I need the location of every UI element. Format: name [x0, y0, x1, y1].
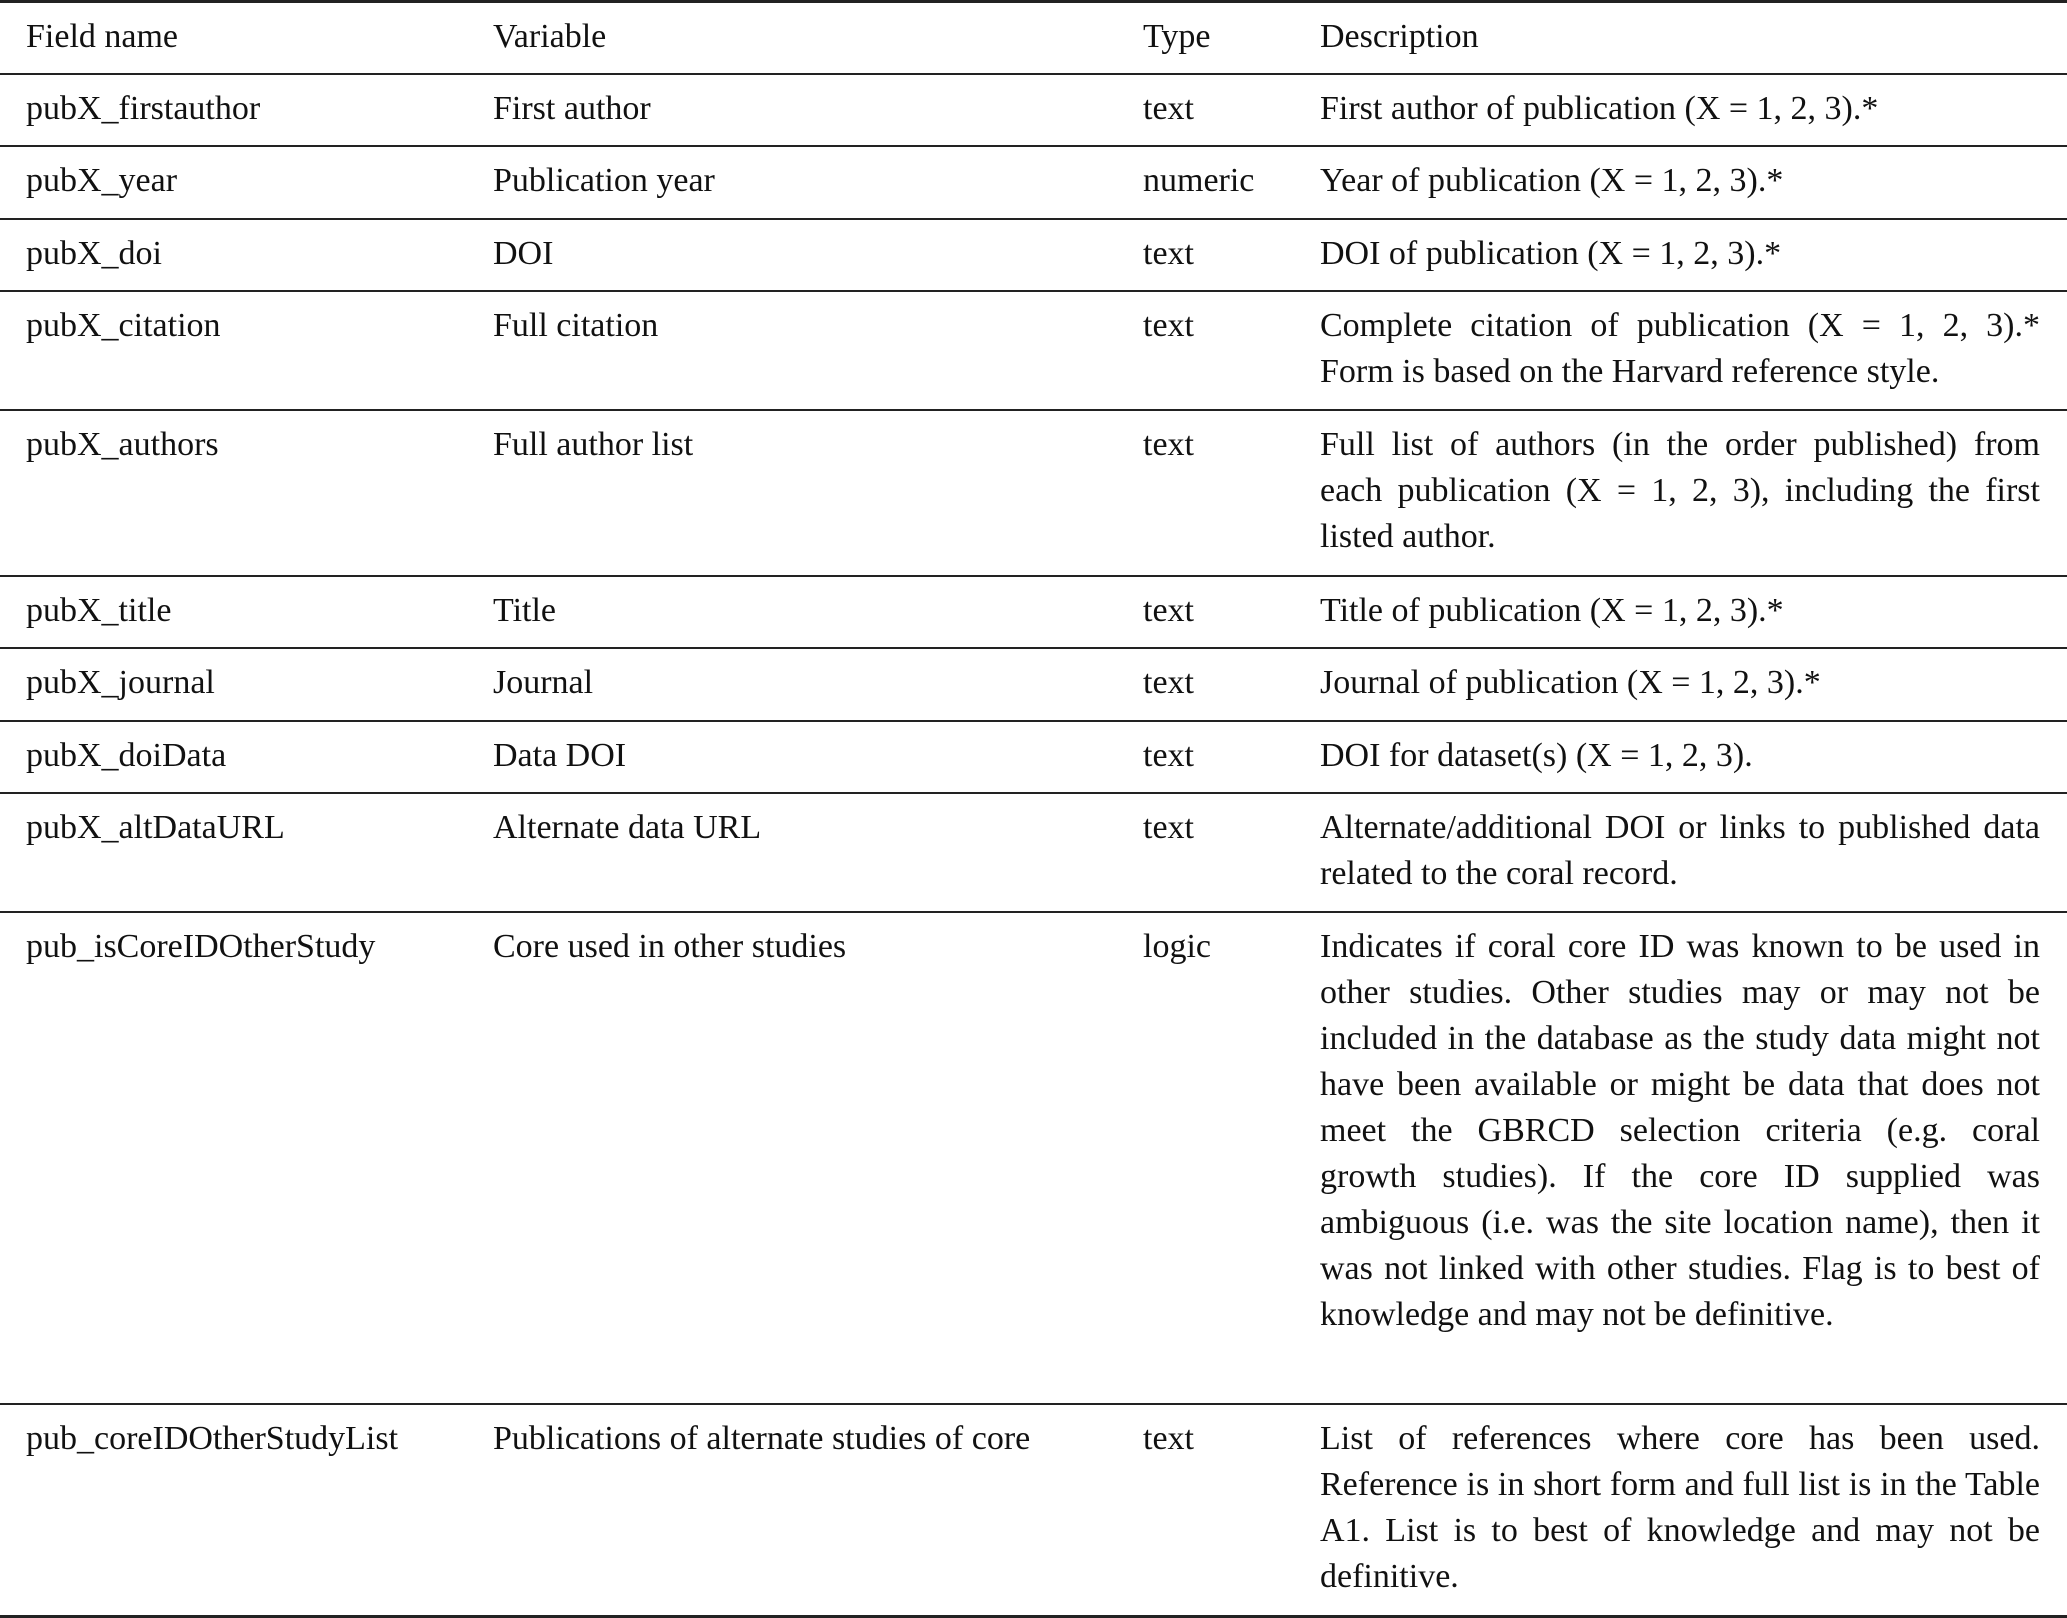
description-cell: Title of publication (X = 1, 2, 3).* — [1320, 592, 1784, 629]
variable-cell: Full author list — [493, 426, 694, 463]
column-header-type: Type — [1143, 18, 1211, 55]
table-header-row — [0, 0, 2067, 73]
description-cell: Complete citation of publication (X = 1, 2, 3).* Form is based on the Harvard reference style. — [1320, 307, 2040, 390]
field-name-cell: pubX_citation — [26, 307, 221, 344]
variable-cell: Core used in other studies — [493, 928, 847, 965]
column-header-variable: Variable — [493, 18, 607, 55]
table-row — [0, 409, 2067, 575]
description-cell: Indicates if coral core ID was known to be used in other studies. Other studies may or may not be included in the database as the study data might not have been available or might be data that does not meet the GBRCD selection criteria (e.g. coral growth studies). If the core ID supplied was ambiguous (i.e. was the site location name), then it was not linked with other studies. Flag is to best of knowledge and may not be definitive. — [1320, 928, 2040, 1333]
table-row — [0, 792, 2067, 911]
type-cell: text — [1143, 809, 1194, 846]
table-row — [0, 290, 2067, 409]
table-row — [0, 911, 2067, 1403]
variable-cell: Alternate data URL — [493, 809, 762, 846]
table-row — [0, 720, 2067, 792]
variable-cell: DOI — [493, 235, 554, 272]
field-name-cell: pubX_firstauthor — [26, 90, 261, 127]
field-name-cell: pubX_year — [26, 162, 178, 199]
table-row — [0, 218, 2067, 290]
description-cell: Full list of authors (in the order published) from each publication (X = 1, 2, 3), including the first listed author. — [1320, 426, 2040, 555]
description-cell: DOI of publication (X = 1, 2, 3).* — [1320, 235, 1782, 272]
field-name-cell: pubX_doi — [26, 235, 162, 272]
type-cell: text — [1143, 592, 1194, 629]
variable-cell: Full citation — [493, 307, 659, 344]
type-cell: numeric — [1143, 162, 1255, 199]
variable-cell: Journal — [493, 664, 594, 701]
variable-cell: Data DOI — [493, 737, 627, 774]
type-cell: text — [1143, 307, 1194, 344]
description-cell: DOI for dataset(s) (X = 1, 2, 3). — [1320, 737, 1753, 774]
field-name-cell: pub_isCoreIDOtherStudy — [26, 928, 376, 965]
table-row — [0, 647, 2067, 720]
description-cell: First author of publication (X = 1, 2, 3).* — [1320, 90, 1879, 127]
description-cell: List of references where core has been used. Reference is in short form and full list is in the Table A1. List is to best of knowledge and may not be definitive. — [1320, 1420, 2040, 1595]
variable-cell: Publication year — [493, 162, 715, 199]
table-row — [0, 575, 2067, 647]
variable-cell: First author — [493, 90, 651, 127]
column-header-field-name: Field name — [26, 18, 179, 55]
field-name-cell: pub_coreIDOtherStudyList — [26, 1420, 399, 1457]
description-cell: Year of publication (X = 1, 2, 3).* — [1320, 162, 1784, 199]
table-row — [0, 1403, 2067, 1618]
description-cell: Journal of publication (X = 1, 2, 3).* — [1320, 664, 1821, 701]
type-cell: text — [1143, 235, 1194, 272]
field-name-cell: pubX_altDataURL — [26, 809, 285, 846]
variable-cell: Title — [493, 592, 557, 629]
type-cell: text — [1143, 737, 1194, 774]
type-cell: text — [1143, 664, 1194, 701]
field-name-cell: pubX_doiData — [26, 737, 227, 774]
type-cell: text — [1143, 1420, 1194, 1457]
table-row — [0, 73, 2067, 145]
field-name-cell: pubX_authors — [26, 426, 219, 463]
field-name-cell: pubX_journal — [26, 664, 215, 701]
type-cell: text — [1143, 90, 1194, 127]
variable-cell: Publications of alternate studies of core — [493, 1420, 1031, 1457]
field-name-cell: pubX_title — [26, 592, 172, 629]
type-cell: logic — [1143, 928, 1211, 965]
column-header-description: Description — [1320, 18, 1479, 55]
description-cell: Alternate/additional DOI or links to published data related to the coral record. — [1320, 809, 2040, 892]
type-cell: text — [1143, 426, 1194, 463]
table-row — [0, 145, 2067, 218]
